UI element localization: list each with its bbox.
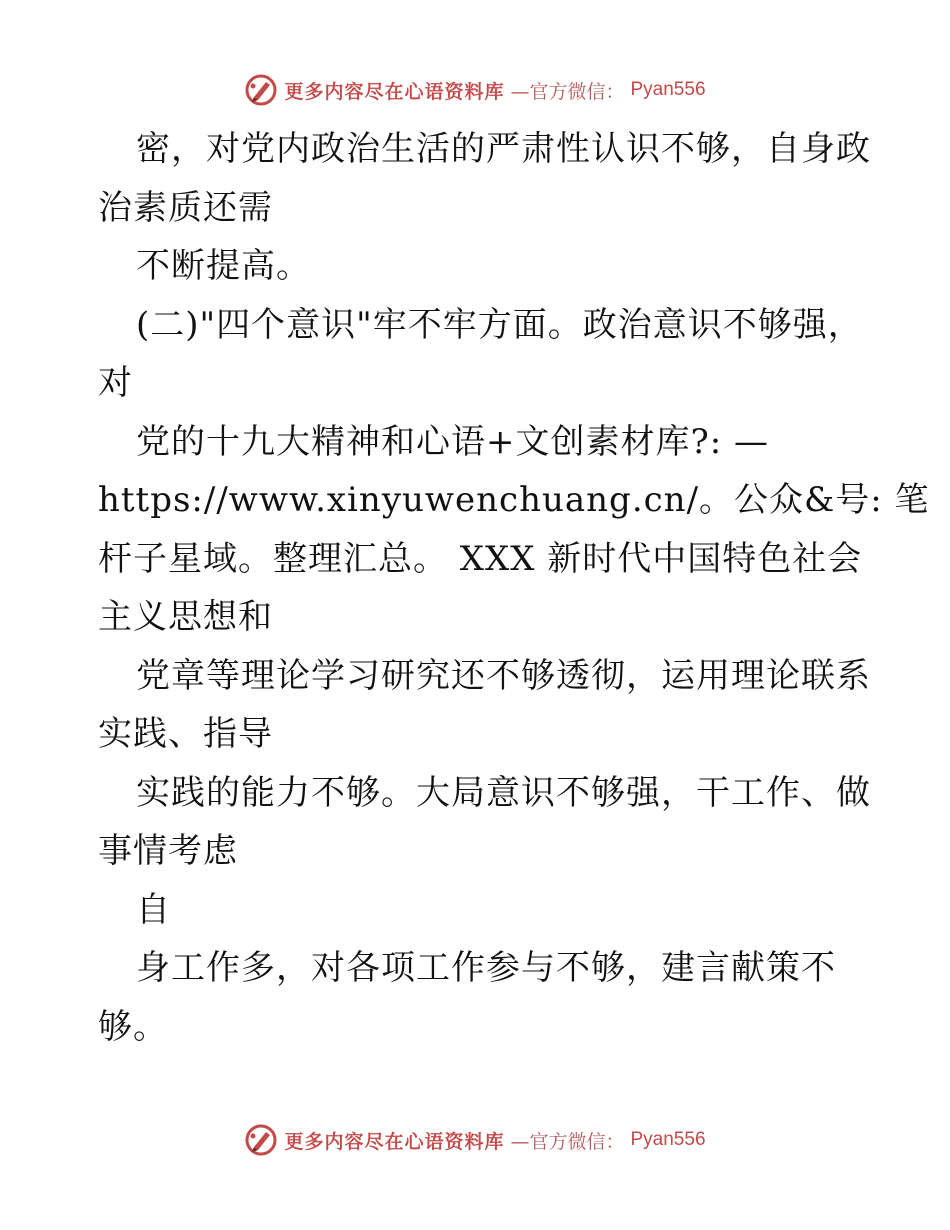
document-body: [98, 120, 930, 1056]
banner-text: 更多内容尽在心语资料库: [284, 80, 505, 103]
body-line: (二)"四个意识"牢不牢方面。政治意识不够强，: [136, 304, 863, 345]
body-line: 对: [98, 363, 133, 403]
body-line: 实践、指导: [98, 714, 273, 754]
header-banner: [0, 70, 950, 110]
body-line: 密，对党内政治生活的严肃性认识不够，自身政: [136, 129, 871, 169]
banner-account: Pyan556: [630, 79, 706, 100]
body-line: 杆子星域。整理汇总。 XXX 新时代中国特色社会: [98, 538, 863, 579]
pen-logo-icon: [244, 73, 278, 107]
footer-banner: [0, 1120, 950, 1160]
body-line: 治素质还需: [98, 187, 273, 228]
body-line: 实践的能力不够。大局意识不够强，干工作、做: [136, 772, 871, 813]
body-line: 党的十九大精神和心语+文创素材库?: —: [136, 421, 769, 462]
banner-text: 更多内容尽在心语资料库: [284, 1130, 505, 1153]
body-line: 自: [136, 889, 171, 930]
body-line: 主义思想和: [98, 597, 273, 637]
body-line: 不断提高。: [136, 246, 311, 286]
pen-logo-icon: [244, 1123, 278, 1157]
body-line: 够。: [98, 1006, 168, 1047]
banner-separator: —官方微信：: [510, 80, 625, 103]
body-line: 身工作多，对各项工作参与不够，建言献策不: [136, 948, 836, 988]
body-line: 事情考虑: [98, 831, 238, 871]
body-line: https://www.xinyuwenchuang.cn/。公众&号: 笔: [98, 480, 930, 520]
banner-account: Pyan556: [630, 1129, 706, 1150]
body-line: 党章等理论学习研究还不够透彻，运用理论联系: [136, 655, 871, 696]
banner-separator: —官方微信：: [510, 1130, 625, 1153]
